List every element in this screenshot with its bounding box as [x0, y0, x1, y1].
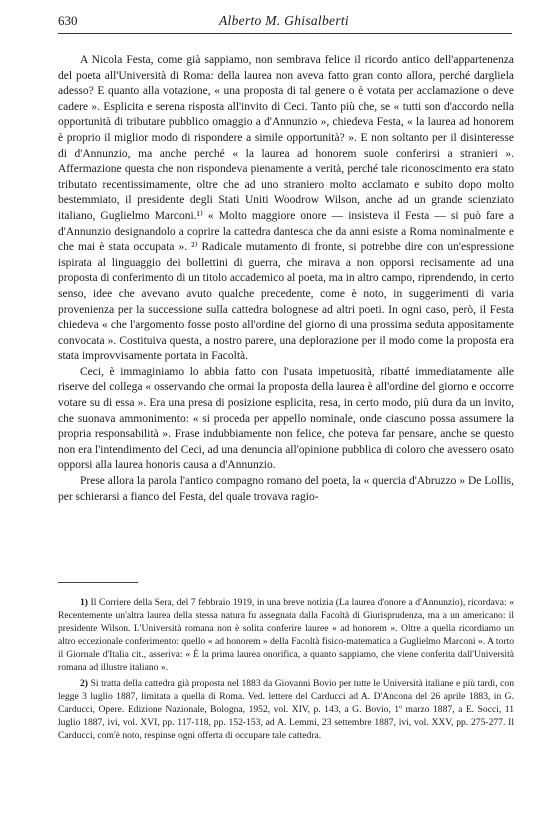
footnote — [58, 596, 514, 675]
footnote-number: 2) — [80, 677, 88, 689]
footnote-text: Si tratta della cattedra già proposta nel 1883 da Giovanni Bovio per tutte le Università italiane e più tardi, con legge 3 luglio 1887, limitata a quella di Roma. Ved. lettere del Carducci ad A. D'Ancona del 26 aprile 1883, in G. Carducci, Opere. Edizione Nazionale, Bologna, 1952, vol. XIV, p. 143, a G. Bovio, 1º marzo 1887, a E. Socci, 11 luglio 1887, ivi, vol. XVI, pp. 117-118, pp. 152-153, ad A. Lemmi, 23 settembre 1887, ivi, vol. XXV, pp. 275-277. Il Carducci, com'è noto, respinse ogni offerta di occupare tale cattedra. — [58, 677, 514, 741]
footnotes — [58, 596, 514, 744]
footnote — [58, 677, 514, 742]
footnote-number: 1) — [80, 597, 88, 608]
running-head: Alberto M. Ghisalberti — [219, 13, 349, 28]
footnote-rule — [58, 582, 138, 583]
header-rule — [58, 33, 512, 34]
page-header — [58, 13, 510, 29]
page-number: 630 — [58, 13, 78, 28]
paragraph: A Nicola Festa, come già sappiamo, non sembrava felice il ricordo antico dell'appartenenza del poeta all'Università di Roma: della laurea non aveva fatto gran conto allora, perché dargliela adesso? E quanto alla votazione, « una proposta di tal genere o è votata per acclamazione o deve cadere ». Esplicita e serena risposta all'invito di Ceci. Tanto più che, se « tutti son d'accordo nella opportunità di tributare pubblico omaggio a d'Annunzio », chiedeva Festa, « la laurea ad honorem è proprio il miglior modo di rispondere a simile opportunità? ». E non soltanto per il disinteresse di d'Annunzio, ma anche perché « la laurea ad honorem suole conferirsi a stranieri ». Affermazione questa che non rispondeva pienamente a verità, perché tale riconoscimento era stato tributato recentissimamente, oltre che ad uno straniero molto acclamato e subito dopo molto bestemmiato, il presidente degli Stati Uniti Woodrow Wilson, anche ad un grande scienziato italiano, Guglielmo Marconi.¹⁾ « Molto maggiore onore — insisteva il Festa — si può fare a d'Annunzio designandolo a coprire la cattedra dantesca che da anni esiste a Roma nominalmente e che mai è stata occupata ». ²⁾ Radicale mutamento di fronte, si potrebbe dire con un'espressione ispirata al linguaggio dei bollettini di guerra, che mirava a non opporsi recisamente ad una proposta di conferimento di un titolo accademico al poeta, ma in altro campo, riprendendo, in certo senso, idee che avevano avuto qualche precedente, come è noto, in suggerimenti di varia provenienza per la successione sulla cattedra bolognese ad altri poeti. In ogni caso, però, il Festa chiedeva « che l'argomento fosse posto all'ordine del giorno di una prossima seduta appositamente convocata ». Costituiva questa, a nostro parere, una deplorazione per il modo come la proposta era stata improvvisamente portata in Facoltà. — [58, 54, 515, 363]
footnote-text: Il Corriere della Sera, del 7 febbraio 1919, in una breve notizia (La laurea d'onore a d'Annunzio), ricordava: « Recentemente un'altra laurea della stessa natura fu assegnata dalla Facoltà di Giurisprudenza, ma a un americano: il presidente Wilson. L'Università romana non è solita conferire lauree « ad honorem ». Oltre a quella ricordiamo un altro eccezionale conferimento: quello « ad honorem » della Facoltà fisico-matematica a Guglielmo Marconi ». A torto il Giornale d'Italia cit., asseriva: « È la prima laurea onorifica, a quanto sappiamo, che viene conferita dall'Università romana ad illustre italiano ». — [58, 597, 514, 674]
paragraph: Ceci, è immaginiamo lo abbia fatto con l'usata impetuosità, ribatté immediatamente alle riserve del collega « osservando che ormai la proposta della laurea è all'ordine del giorno e occorre votare su di essa ». Era una presa di posizione esplicita, resa, in certo modo, più dura da un invito, che suonava ammonimento: « si proceda per appello nominale, onde ciascuno possa assumere la propria responsabilità ». Frase indubbiamente non felice, che poteva far pensare, anche se questo non era l'intendimento del Ceci, ad una denuncia all'opinione pubblica di coloro che avessero osato opporsi alla laurea honoris causa a d'Annunzio. — [58, 365, 515, 472]
paragraph: Prese allora la parola l'antico compagno romano del poeta, la « quercia d'Abruzzo » De Lollis, per schierarsi a fianco del Festa, del quale trovava ragio- — [58, 475, 514, 503]
body-text — [58, 53, 514, 505]
